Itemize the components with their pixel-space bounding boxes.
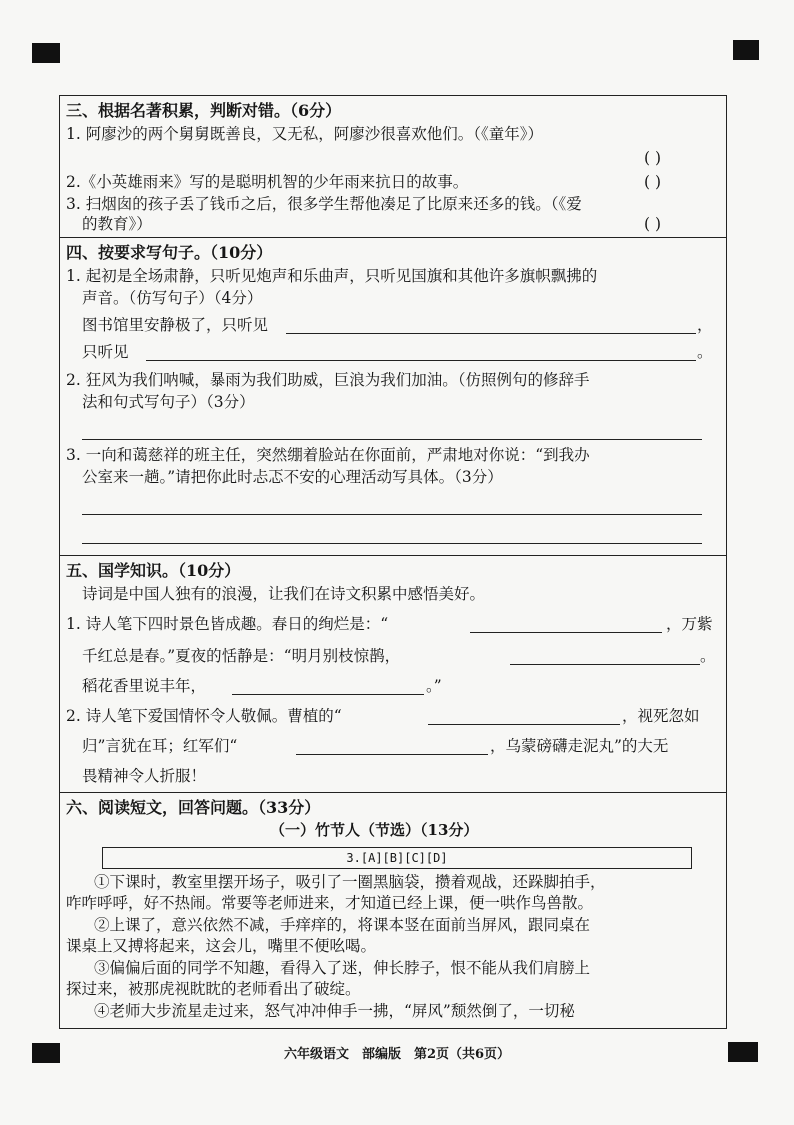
registration-mark [32, 43, 60, 63]
question-text: ，万紫 [666, 615, 713, 633]
passage-paragraph: 咋咋呼呼，好不热闹。常要等老师进来，才知道已经上课，便一哄作鸟兽散。 [66, 894, 594, 912]
section-3 [60, 96, 726, 236]
question-text: ，乌蒙磅礴走泥丸”的大无 [490, 737, 669, 755]
passage-paragraph: ④老师大步流星走过来，怒气冲冲伸手一拂，“屏风”颓然倒了，一切秘 [94, 1002, 575, 1020]
punctuation: 。” [426, 677, 442, 695]
answer-paren[interactable]: ( ) [644, 149, 662, 167]
section-title: 四、按要求写句子。（10分） [66, 243, 273, 262]
question-text: 畏精神令人折服！ [82, 767, 207, 785]
punctuation: ， [697, 316, 713, 334]
answer-paren[interactable]: ( ) [644, 215, 662, 233]
question-text: 1. 阿廖沙的两个舅舅既善良，又无私，阿廖沙很喜欢他们。（《童年》） [66, 125, 543, 143]
question-text: 1. 诗人笔下四时景色皆成趣。春日的绚烂是：“ [66, 615, 389, 633]
answer-line[interactable] [82, 439, 702, 440]
page-footer: 六年级语文 部编版 第2页（共6页） [283, 1047, 511, 1062]
answer-line[interactable] [146, 360, 696, 361]
answer-line[interactable] [286, 333, 696, 334]
passage-subtitle: （一）竹节人（节选）（13分） [270, 821, 479, 839]
answer-line[interactable] [470, 632, 662, 633]
question-text: 3. 扫烟囱的孩子丢了钱币之后，很多学生帮他凑足了比原来还多的钱。（《爱 [66, 195, 582, 213]
passage-paragraph: 探过来，被那虎视眈眈的老师看出了破绽。 [66, 980, 361, 998]
exam-frame [59, 95, 727, 1029]
section-5 [60, 556, 726, 791]
question-text: 稻花香里说丰年， [82, 677, 207, 695]
question-text: 的教育》） [82, 215, 152, 233]
answer-line[interactable] [296, 754, 488, 755]
question-text: 3. 一向和蔼慈祥的班主任，突然绷着脸站在你面前，严肃地对你说：“到我办 [66, 446, 590, 464]
answer-paren[interactable]: ( ) [644, 173, 662, 191]
answer-line[interactable] [232, 694, 424, 695]
question-text: 2.《小英雄雨来》写的是聪明机智的少年雨来抗日的故事。 [66, 173, 469, 191]
question-text: 声音。（仿写句子）（4分） [82, 289, 263, 307]
passage-paragraph: ②上课了，意兴依然不减，手痒痒的，将课本竖在面前当屏风，跟同桌在 [94, 916, 591, 934]
question-text: 只听见 [82, 343, 129, 361]
question-text: 1. 起初是全场肃静，只听见炮声和乐曲声，只听见国旗和其他许多旗帜飘拂的 [66, 267, 598, 285]
section-title: 六、阅读短文，回答问题。（33分） [66, 798, 321, 817]
punctuation: 。 [697, 343, 713, 361]
question-text: 2. 狂风为我们呐喊，暴雨为我们助威，巨浪为我们加油。（仿照例句的修辞手 [66, 371, 590, 389]
passage-paragraph: ①下课时，教室里摆开场子，吸引了一圈黑脑袋，攒着观战，还跺脚拍手， [94, 873, 606, 891]
intro-text: 诗词是中国人独有的浪漫，让我们在诗文积累中感悟美好。 [82, 585, 486, 603]
passage-paragraph: ③偏偏后面的同学不知趣，看得入了迷，伸长脖子，恨不能从我们肩膀上 [94, 959, 591, 977]
section-4 [60, 238, 726, 555]
question-text: ，视死忽如 [622, 707, 700, 725]
question-text: 归”言犹在耳；红军们“ [82, 737, 238, 755]
question-text: 图书馆里安静极了，只听见 [82, 316, 269, 334]
section-title: 五、国学知识。（10分） [66, 561, 241, 580]
answer-line[interactable] [428, 724, 620, 725]
registration-mark [733, 40, 759, 60]
punctuation: 。 [700, 647, 716, 665]
answer-line[interactable] [82, 543, 702, 544]
answer-line[interactable] [510, 664, 700, 665]
answer-line[interactable] [82, 514, 702, 515]
question-text: 公室来一趟。”请把你此时忐忑不安的心理活动写具体。（3分） [82, 468, 503, 486]
question-text: 法和句式写句子）（3分） [82, 393, 255, 411]
section-title: 三、根据名著积累，判断对错。（6分） [66, 101, 342, 120]
passage-paragraph: 课桌上又搏将起来，这会儿，嘴里不便吆喝。 [66, 937, 377, 955]
question-text: 2. 诗人笔下爱国情怀令人敬佩。曹植的“ [66, 707, 342, 725]
answer-choice-box[interactable]: 3.[A][B][C][D] [102, 847, 692, 869]
question-text: 千红总是春。”夏夜的恬静是：“明月别枝惊鹊， [82, 647, 401, 665]
